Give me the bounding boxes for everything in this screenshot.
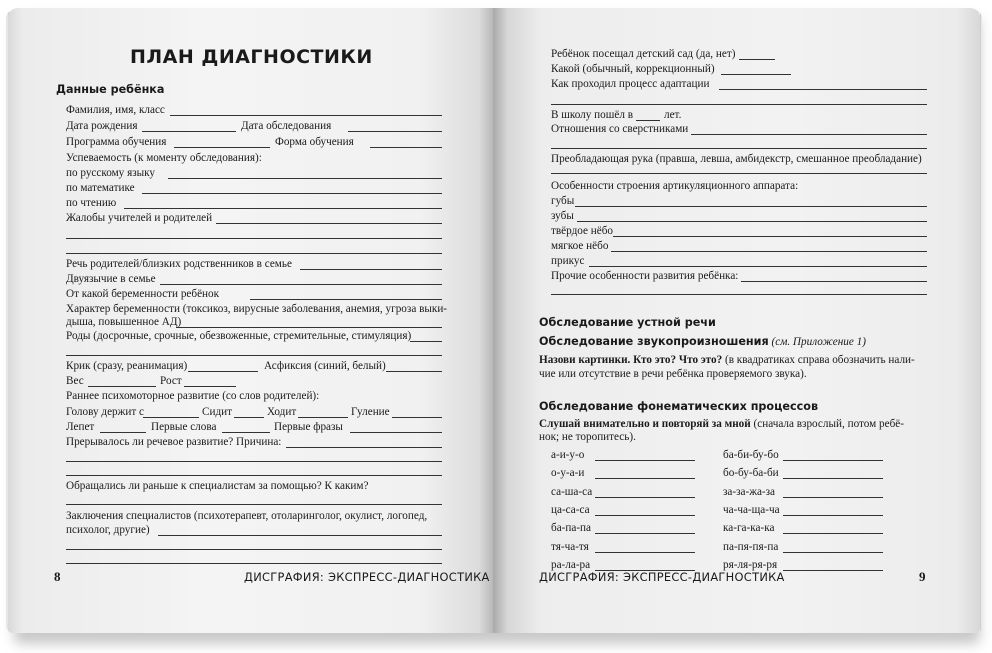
instruction-text: (в квадратиках справа обозначить нали- [725,354,915,366]
fill-line[interactable] [66,549,442,550]
label-birth-date: Дата рождения [66,120,138,132]
syllable-item: ба-па-па [551,522,592,535]
label-hard-palate: твёрдое нёбо [551,225,614,237]
answer-line[interactable] [783,570,883,571]
fill-line[interactable] [66,504,442,505]
answer-line[interactable] [783,515,883,516]
fill-line[interactable] [721,74,791,75]
fill-line[interactable] [174,147,270,148]
listen-text: (сначала взрослый, потом ребё- [753,418,904,430]
label-reading: по чтению [66,197,117,209]
page-number: 9 [919,569,926,584]
fill-line[interactable] [577,221,927,222]
fill-line[interactable] [298,417,348,418]
answer-line[interactable] [595,460,695,461]
left-page [8,8,493,633]
fill-line[interactable] [88,386,156,387]
label-math: по математике [66,182,135,194]
answer-line[interactable] [783,460,883,461]
syllable-item: ча-ча-ща-ча [723,503,780,516]
fill-line[interactable] [66,475,442,476]
label-speech-relatives: Речь родителей/близких родственников в семье [66,258,292,270]
fill-line[interactable] [551,173,927,174]
running-footer: ДИСГРАФИЯ: ЭКСПРЕСС-ДИАГНОСТИКА [244,570,490,584]
answer-line[interactable] [783,552,883,553]
fill-line[interactable] [188,371,258,372]
answer-line[interactable] [595,515,695,516]
syllable-item: бо-бу-ба-би [723,467,779,480]
fill-line[interactable] [216,223,442,224]
answer-line[interactable] [595,533,695,534]
label-lips: губы [551,195,575,207]
fill-line[interactable] [613,236,927,237]
fill-line[interactable] [392,417,442,418]
fill-line[interactable] [551,104,927,105]
fill-line[interactable] [611,251,927,252]
fill-line[interactable] [142,131,236,132]
fill-line[interactable] [168,178,442,179]
label-progress: Успеваемость (к моменту обследования): [66,152,262,164]
label-weight: Вес [66,375,84,387]
fill-line[interactable] [739,59,775,60]
fill-line[interactable] [575,206,927,207]
fill-line[interactable] [66,461,442,462]
subheading-sound [539,335,866,349]
label-first-words: Первые слова [151,421,217,433]
answer-line[interactable] [783,497,883,498]
label-coos: Гуление [351,406,390,418]
fill-line[interactable] [66,355,442,356]
appendix-ref: (см. Приложение 1) [771,336,866,348]
label-articulation: Особенности строения артикуляционного аппарата: [551,180,799,192]
label-exam-date: Дата обследования [241,120,332,132]
fill-line[interactable] [410,341,442,342]
answer-line[interactable] [595,478,695,479]
instruction-listen-cont: нок; не торопитесь). [539,431,636,443]
fill-line[interactable] [386,371,442,372]
running-footer: ДИСГРАФИЯ: ЭКСПРЕСС-ДИАГНОСТИКА [539,570,785,584]
fill-line[interactable] [234,417,264,418]
syllable-item: ка-га-ка-ка [723,522,775,535]
label-pregnancy-char-cont: дыша, повышенное АД) [66,316,182,328]
label-conclusions: Заключения специалистов (психотерапевт, отоларинголог, окулист, логопед, [66,510,428,522]
label-school-age-unit: лет. [664,109,682,121]
fill-line[interactable] [719,89,927,90]
syllable-item: тя-ча-тя [551,540,589,553]
answer-line[interactable] [783,533,883,534]
listen-bold: Слушай внимательно и повторяй за мной [539,418,751,430]
syllable-item: за-за-жа-за [723,485,776,498]
label-russian: по русскому языку [66,167,156,179]
label-sits: Сидит [202,406,233,418]
label-specialists: Обращались ли раньше к специалистам за помощью? К каким? [66,480,369,492]
fill-line[interactable] [100,432,146,433]
page-number: 8 [54,569,61,584]
fill-line[interactable] [551,294,927,295]
label-asphyxia: Асфиксия (синий, белый) [264,360,386,372]
label-other: Прочие особенности развития ребёнка: [551,270,739,282]
syllable-item: ря-ля-ря-ря [723,558,778,571]
section-heading-oral-speech: Обследование устной речи [539,316,716,329]
right-page [493,8,980,633]
page-title: ПЛАН ДИАГНОСТИКИ [130,46,373,68]
fill-line[interactable] [222,432,270,433]
fill-line[interactable] [66,253,442,254]
section-heading-child-data: Данные ребёнка [56,83,165,96]
syllable-item: о-у-а-и [551,467,585,480]
fill-line[interactable] [370,147,442,148]
label-pregnancy-no: От какой беременности ребёнок [66,288,220,300]
syllable-item: ца-са-са [551,503,590,516]
instruction-listen [539,417,904,431]
label-kindergarten: Ребёнок посещал детский сад (да, нет) [551,48,736,60]
section-heading-phonemic: Обследование фонематических процессов [539,400,819,413]
label-height: Рост [160,375,182,387]
fill-line[interactable] [636,120,660,121]
label-program: Программа обучения [66,136,167,148]
label-teeth: зубы [551,210,574,222]
instruction-bold: Назови картинки. Кто это? Что это? [539,354,723,366]
fill-line[interactable] [300,269,442,270]
label-bite: прикус [551,255,585,267]
fill-line[interactable] [142,193,442,194]
label-name: Фамилия, имя, класс [66,104,165,116]
fill-line[interactable] [158,535,442,536]
label-walks: Ходит [267,406,297,418]
fill-line[interactable] [348,131,442,132]
syllable-item: па-пя-пя-па [723,540,779,553]
fill-line[interactable] [160,284,442,285]
fill-line[interactable] [66,563,442,564]
label-kind: Какой (обычный, коррекционный) [551,63,715,75]
syllable-item: ра-ла-ра [551,558,591,571]
instruction-sound [539,353,915,367]
label-complaints: Жалобы учителей и родителей [66,212,213,224]
fill-line[interactable] [143,417,199,418]
label-pregnancy-char: Характер беременности (токсикоз, вирусные заболевания, анемия, угроза выки- [66,303,448,315]
label-holds-head: Голову держит с [66,406,145,418]
label-speech-interrupted: Прерывалось ли речевое развитие? Причина: [66,436,282,448]
answer-line[interactable] [783,478,883,479]
label-adaptation: Как проходил процесс адаптации [551,78,710,90]
fill-line[interactable] [551,148,927,149]
fill-line[interactable] [350,432,442,433]
answer-line[interactable] [595,497,695,498]
label-first-phrases: Первые фразы [274,421,343,433]
fill-line[interactable] [286,447,442,448]
syllable-item: са-ша-са [551,485,593,498]
instruction-sound-cont: чие или отсутствие в речи ребёнка проверяемого звука). [539,368,807,380]
label-psychomotor: Раннее психомоторное развитие (со слов родителей): [66,390,320,402]
fill-line[interactable] [589,266,927,267]
syllable-item: а-и-у-о [551,449,585,461]
label-birth: Роды (досрочные, срочные, обезвоженные, стремительные, стимуляция) [66,330,412,342]
label-hand: Преобладающая рука (правша, левша, амбидекстр, смешанное преобладание) [551,153,922,165]
fill-line[interactable] [741,281,927,282]
label-cry: Крик (сразу, реанимация) [66,360,188,372]
fill-line[interactable] [691,134,927,135]
answer-line[interactable] [595,552,695,553]
syllable-item: ба-би-бу-бо [723,449,779,461]
fill-line[interactable] [66,238,442,239]
label-peers: Отношения со сверстниками [551,123,689,135]
fill-line[interactable] [250,299,442,300]
label-conclusions-cont: психолог, другие) [66,524,150,536]
fill-line[interactable] [184,386,236,387]
fill-line[interactable] [176,327,442,328]
label-school-age: В школу пошёл в [551,109,633,121]
sound-heading: Обследование звукопроизношения [539,335,769,348]
label-babble: Лепет [66,421,95,433]
label-soft-palate: мягкое нёбо [551,240,609,252]
fill-line[interactable] [124,208,442,209]
fill-line[interactable] [170,115,442,116]
label-bilingual: Двуязычие в семье [66,273,156,285]
label-form: Форма обучения [275,136,354,148]
